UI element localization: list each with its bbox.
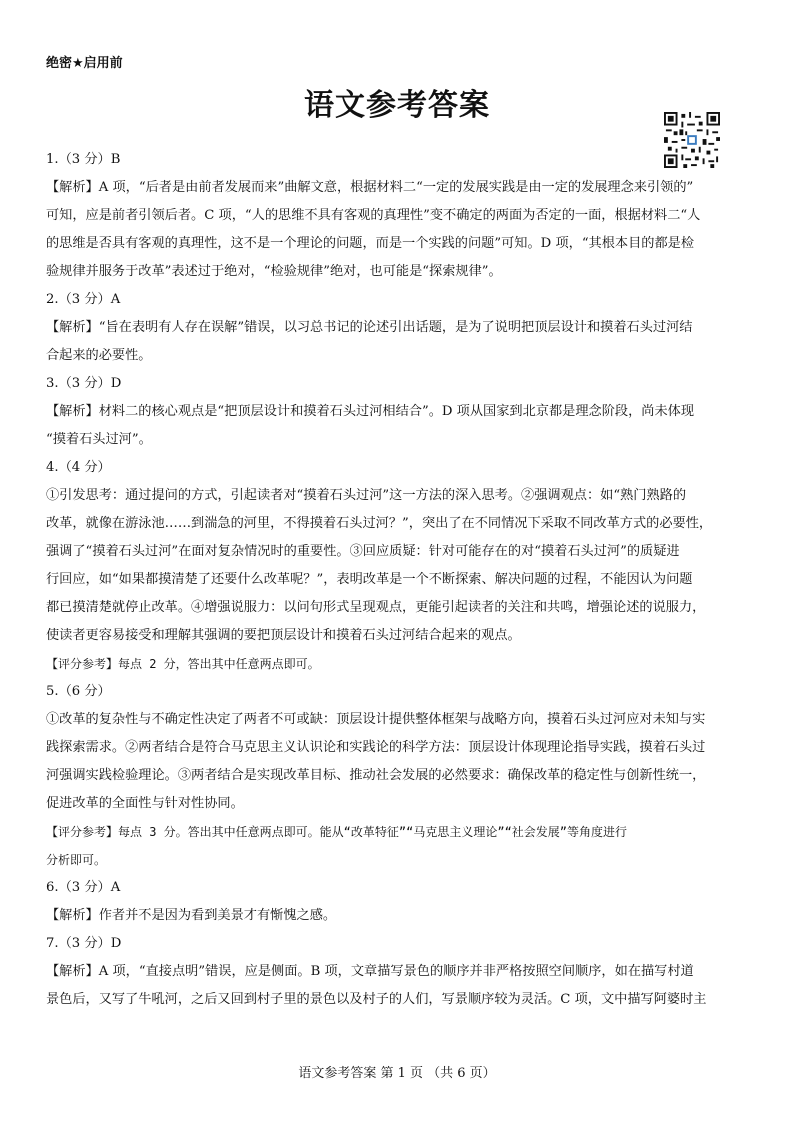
text-line: 改革，就像在游泳池……到湍急的河里，不得摸着石头过河？”，突出了在不同情况下采取不同改革方式的必要性， <box>46 516 713 531</box>
text-line: 【解析】A 项，“直接点明”错误，应是侧面。B 项，文章描写景色的顺序并非严格按照空间顺序，如在描写村道 <box>46 964 694 979</box>
text-line: 行回应，如“如果都摸清楚了还要什么改革呢？”，表明改革是一个不断探索、解决问题的过程，不能因认为问题 <box>46 572 693 587</box>
confidential-label: 绝密★启用前 <box>46 56 123 71</box>
text-line: 的思维是否具有客观的真理性，这不是一个理论的问题，而是一个实践的问题”可知。D 项，“其根本目的都是检 <box>46 236 695 251</box>
text-line: 合起来的必要性。 <box>46 348 152 363</box>
text-line: 6.（3 分）A <box>46 880 121 895</box>
text-line: 1.（3 分）B <box>46 152 121 167</box>
scoring-note-line: 分析即可。 <box>46 853 107 867</box>
scoring-note-line: 【评分参考】每点 2 分，答出其中任意两点即可。 <box>46 657 320 671</box>
text-line: 景色后，又写了牛吼河，之后又回到村子里的景色以及村子的人们，写景顺序较为灵活。C 项，文中描写阿婆时主 <box>46 992 707 1007</box>
text-line: 都已摸清楚就停止改革。④增强说服力：以问句形式呈现观点，更能引起读者的关注和共鸣，增强论述的说服力， <box>46 600 706 615</box>
text-line: 【解析】A 项，“后者是由前者发展而来”曲解文意，根据材料二“一定的发展实践是由一定的发展理念来引领的” <box>46 180 694 195</box>
page-title: 语文参考答案 <box>304 88 490 123</box>
text-line: 【解析】材料二的核心观点是“把顶层设计和摸着石头过河相结合”。D 项从国家到北京都是理念阶段，尚未体现 <box>46 404 695 419</box>
scoring-note-line: 【评分参考】每点 3 分。答出其中任意两点即可。能从“改革特征”“马克思主义理论”“社会发展”等角度进行 <box>46 825 628 839</box>
text-line: 使读者更容易接受和理解其强调的要把顶层设计和摸着石头过河结合起来的观点。 <box>46 628 521 643</box>
text-line: 7.（3 分）D <box>46 936 122 951</box>
text-line: ①引发思考：通过提问的方式，引起读者对“摸着石头过河”这一方法的深入思考。②强调观点：如“熟门熟路的 <box>46 488 687 503</box>
text-line: 4.（4 分） <box>46 460 111 475</box>
text-line: ①改革的复杂性与不确定性决定了两者不可或缺：顶层设计提供整体框架与战略方向，摸着石头过河应对未知与实 <box>46 712 706 727</box>
text-line: 促进改革的全面性与针对性协同。 <box>46 796 244 811</box>
answer-content <box>46 146 750 1014</box>
text-line: 践探索需求。②两者结合是符合马克思主义认识论和实践论的科学方法：顶层设计体现理论指导实践，摸着石头过 <box>46 740 706 755</box>
text-line: 验规律并服务于改革”表述过于绝对，“检验规律”绝对，也可能是“探索规律”。 <box>46 264 502 279</box>
text-line: 2.（3 分）A <box>46 292 121 307</box>
text-line: “摸着石头过河”。 <box>46 432 152 447</box>
text-line: 【解析】作者并不是因为看到美景才有惭愧之感。 <box>46 908 337 923</box>
page-footer: 语文参考答案 第 1 页 （共 6 页） <box>298 1066 496 1081</box>
text-line: 【解析】“旨在表明有人存在误解”错误，以习总书记的论述引出话题，是为了说明把顶层设计和摸着石头过河结 <box>46 320 693 335</box>
text-line: 5.（6 分） <box>46 684 111 699</box>
text-line: 强调了“摸着石头过河”在面对复杂情况时的重要性。③回应质疑：针对可能存在的对“摸着石头过河”的质疑进 <box>46 544 680 559</box>
text-line: 可知，应是前者引领后者。C 项，“人的思维不具有客观的真理性”变不确定的两面为否定的一面，根据材料二“人 <box>46 208 701 223</box>
text-line: 3.（3 分）D <box>46 376 122 391</box>
text-line: 河强调实践检验理论。③两者结合是实现改革目标、推动社会发展的必然要求：确保改革的稳定性与创新性统一， <box>46 768 706 783</box>
